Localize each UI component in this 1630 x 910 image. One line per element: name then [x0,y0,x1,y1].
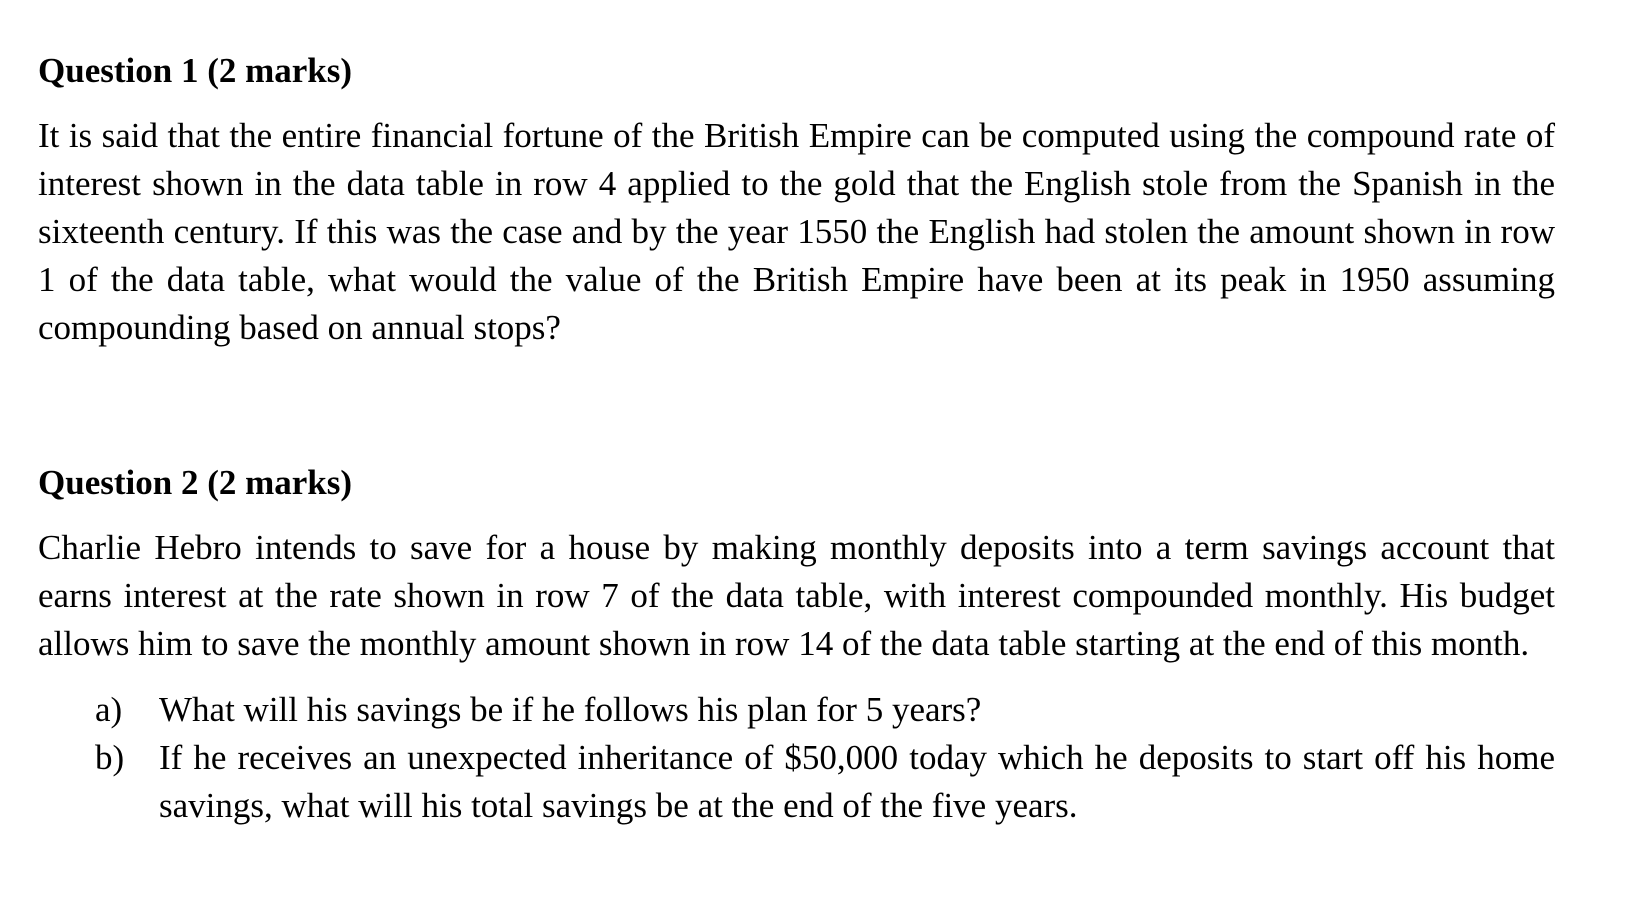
question-2-title: Question 2 (2 marks) [38,463,353,502]
question-1 [38,48,1555,352]
question-2 [38,460,1555,830]
part-a-marker: a) [95,690,123,729]
question-2-part-b [38,734,1555,830]
question-2-body: Charlie Hebro intends to save for a house by making monthly deposits into a term savings account that earns interest at the rate shown in row 7 of the data table, with interest compounded monthly. His budget allows him to save the monthly amount shown in row 14 of the data table starting at the end of this month. [38,528,1555,663]
question-1-body: It is said that the entire financial fortune of the British Empire can be computed using the compound rate of interest shown in the data table in row 4 applied to the gold that the English stole from the Spanish in the sixteenth century. If this was the case and by the year 1550 the English had stolen the amount shown in row 1 of the data table, what would the value of the British Empire have been at its peak in 1950 assuming compounding based on annual stops? [38,116,1555,347]
question-2-part-a [38,686,1555,734]
question-2-parts [38,686,1555,830]
part-b-marker: b) [95,738,125,777]
question-1-title: Question 1 (2 marks) [38,51,353,90]
part-b-text: If he receives an unexpected inheritance of $50,000 today which he deposits to start off his home savings, what will his total savings be at the end of the five years. [159,738,1555,825]
part-a-text: What will his savings be if he follows his plan for 5 years? [159,690,982,729]
